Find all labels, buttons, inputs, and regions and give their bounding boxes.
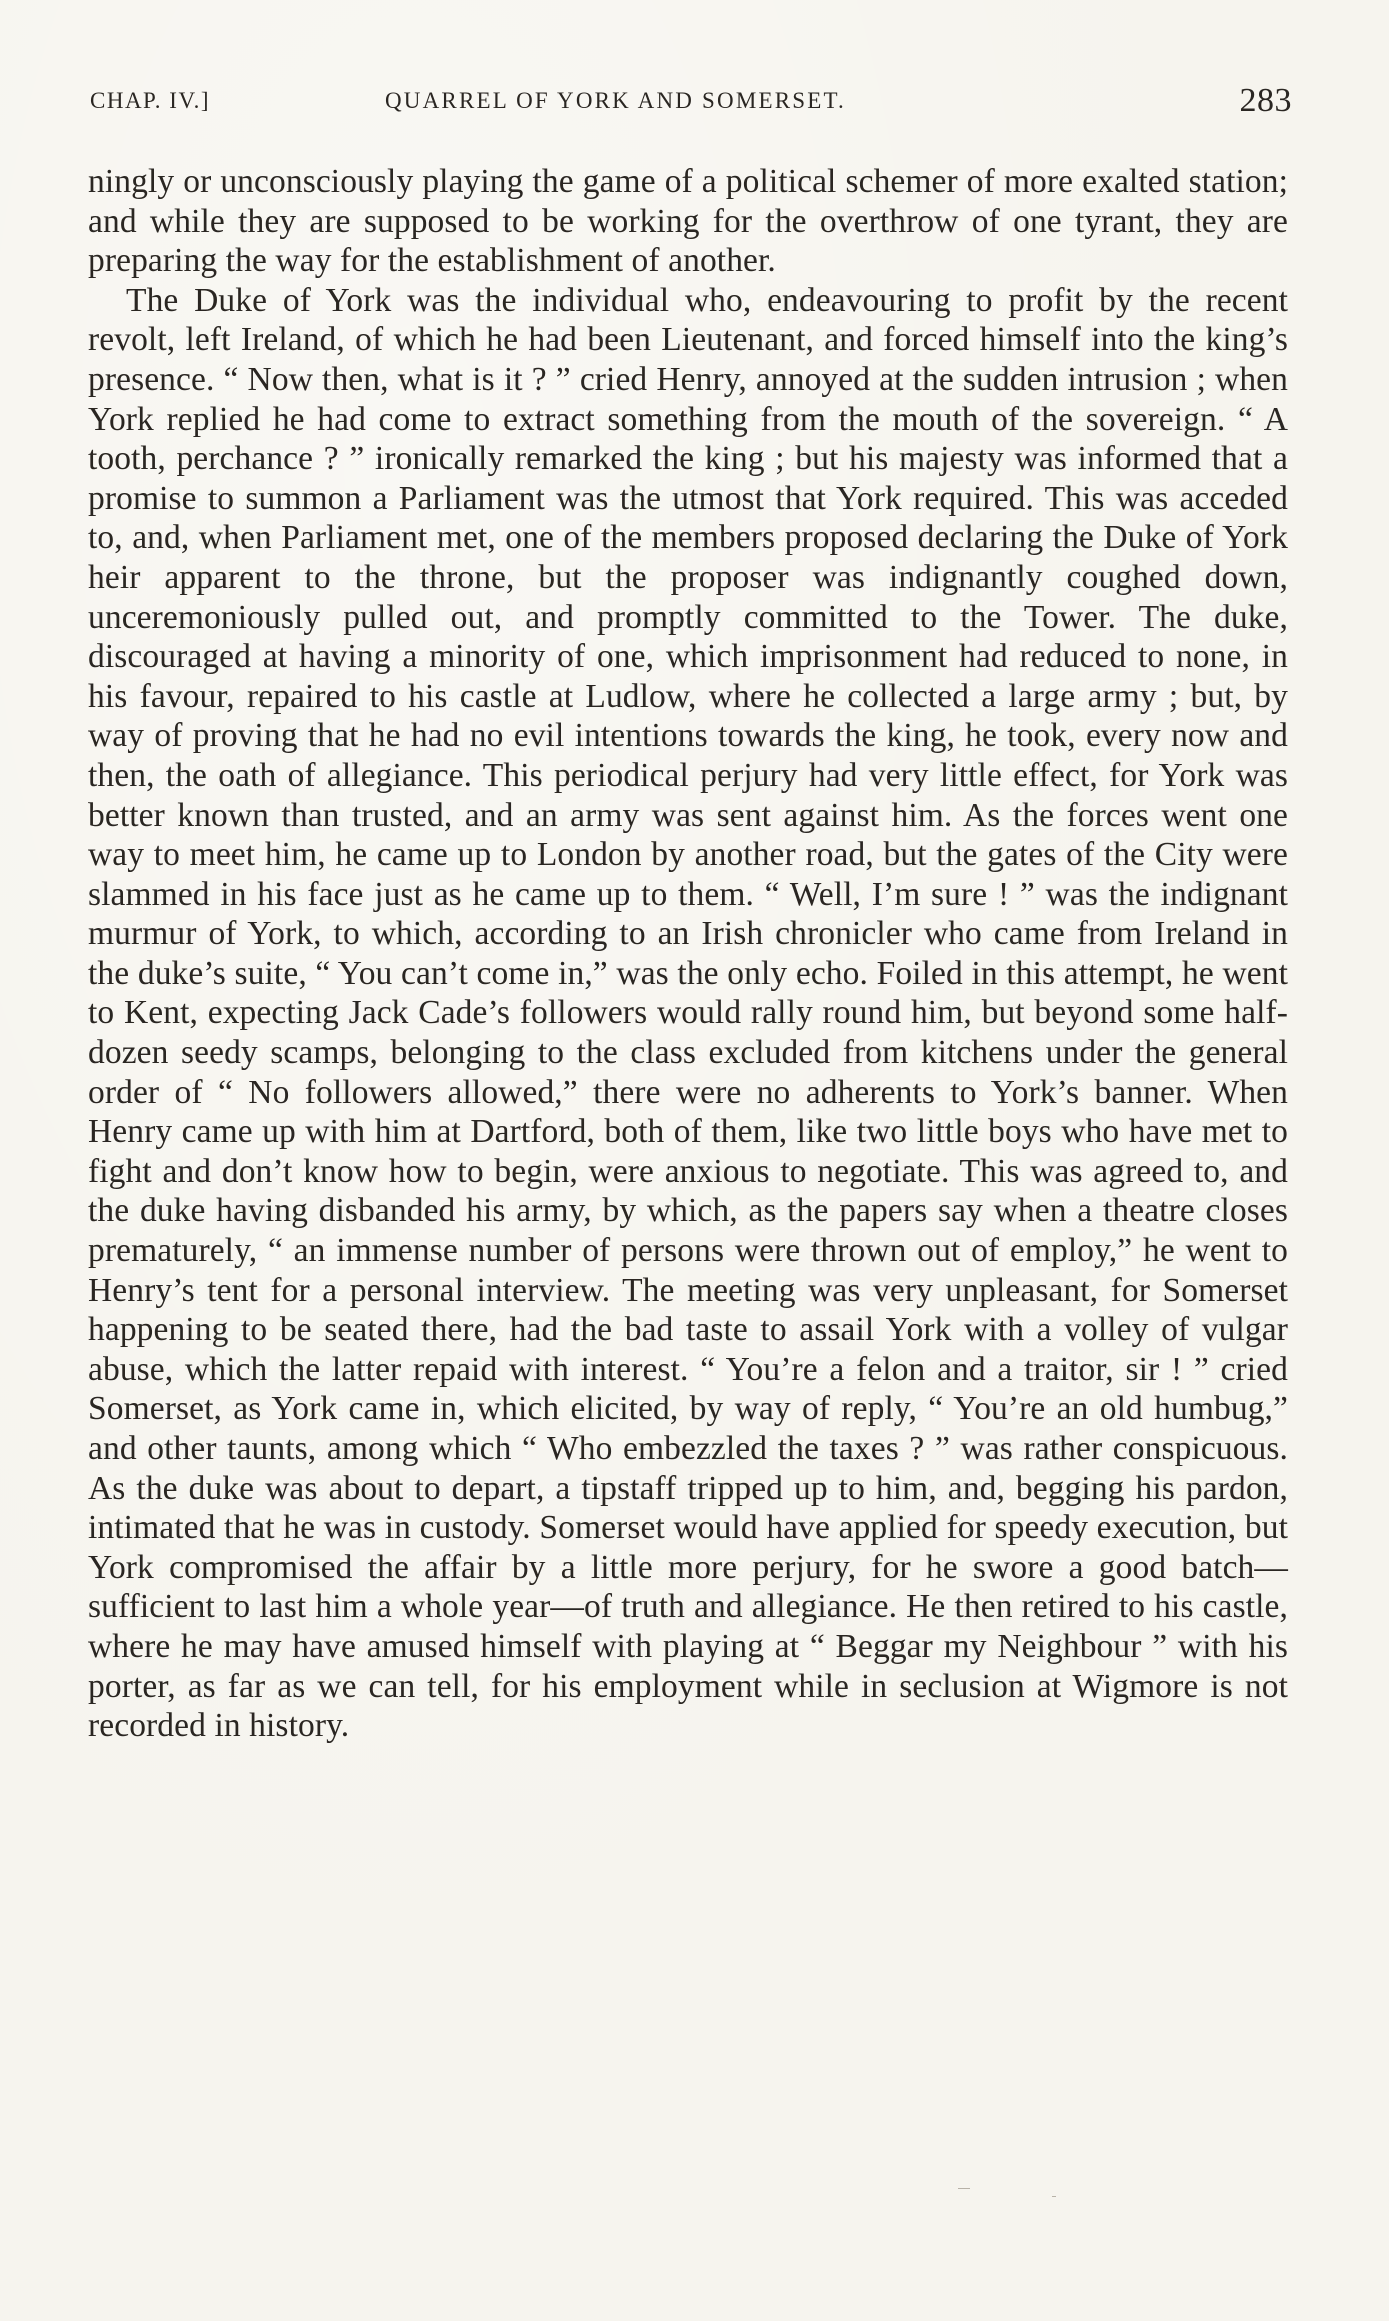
page-number: 283 (1239, 82, 1292, 119)
paragraph-continued: ningly or unconsciously playing the game of a political schemer of more exalted station; and while they are supposed to be working for the overthrow of one tyrant, they are preparing the way for the establishment of another. (88, 163, 1288, 280)
running-head (90, 82, 1290, 122)
running-title: QUARREL OF YORK AND SOMERSET. (385, 88, 847, 113)
chapter-label: CHAP. IV.] (90, 88, 211, 113)
paper-speck (1052, 2196, 1056, 2197)
paragraph-duke-of-york: The Duke of York was the individual who, endeavouring to profit by the recent revolt, left Ireland, of which he had been Lieutenant, and forced himself into the king’s presence. “ Now then, what is it ? ” cried Henry, annoyed at the sudden intrusion ; when York replied he had come to extract something from the mouth of the sovereign. “ A tooth, perchance ? ” ironically remarked the king ; but his majesty was informed that a promise to summon a Parliament was the utmost that York required. This was acceded to, and, when Parliament met, one of the members proposed declaring the Duke of York heir apparent to the throne, but the proposer was indignantly coughed down, unceremoniously pulled out, and promptly committed to the Tower. The duke, discouraged at having a minority of one, which imprisonment had reduced to none, in his favour, repaired to his castle at Ludlow, where he collected a large army ; but, by way of proving that he had no evil intentions towards the king, he took, every now and then, the oath of allegiance. This periodical perjury had very little effect, for York was better known than trusted, and an army was sent against him. As the forces went one way to meet him, he came up to London by another road, but the gates of the City were slammed in his face just as he came up to them. “ Well, I’m sure ! ” was the indignant murmur of York, to which, according to an Irish chronicler who came from Ireland in the duke’s suite, “ You can’t come in,” was the only echo. Foiled in this attempt, he went to Kent, expecting Jack Cade’s followers would rally round him, but beyond some half-dozen seedy scamps, belonging to the class excluded from kitchens under the general order of “ No followers allowed,” there were no adherents to York’s banner. When Henry came up with him at Dartford, both of them, like two little boys who have met to fight and don’t know how to begin, were anxious to negotiate. This was agreed to, and the duke having disbanded his army, by which, as the papers say when a theatre closes prematurely, “ an immense number of persons were thrown out of employ,” he went to Henry’s tent for a personal interview. The meeting was very unpleasant, for Somerset happening to be seated there, had the bad taste to assail York with a volley of vulgar abuse, which the latter repaid with interest. “ You’re a felon and a traitor, sir ! ” cried Somerset, as York came in, which elicited, by way of reply, “ You’re an old humbug,” and other taunts, among which “ Who embezzled the taxes ? ” was rather conspicuous. As the duke was about to depart, a tipstaff tripped up to him, and, begging his pardon, intimated that he was in custody. Somerset would have applied for speedy execution, but York compromised the affair by a little more perjury, for he swore a good batch—sufficient to last him a whole year—of truth and allegiance. He then retired to his castle, where he may have amused himself with playing at “ Beggar my Neighbour ” with his porter, as far as we can tell, for his employment while in seclusion at Wigmore is not recorded in history. (88, 281, 1288, 1745)
body-text (88, 162, 1288, 1746)
paper-speck (958, 2188, 970, 2189)
